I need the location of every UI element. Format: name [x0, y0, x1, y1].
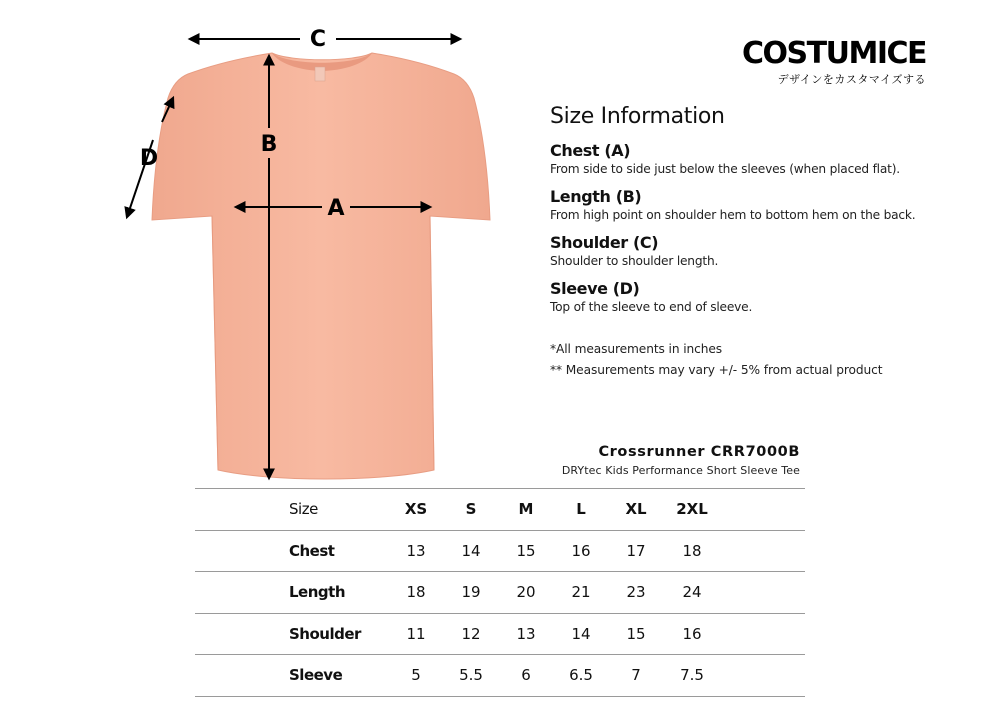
table-cell: 14 [461, 541, 481, 560]
table-cell: 20 [516, 583, 536, 601]
label-c: C [309, 27, 327, 52]
table-cell: 6 [521, 666, 531, 684]
measure-desc: From side to side just below the sleeves (when placed flat). [550, 162, 900, 176]
table-cell: 21 [571, 583, 591, 601]
brand-tagline: デザインをカスタマイズする [777, 73, 926, 86]
table-header-row [195, 488, 805, 530]
product-subtitle: DRYtec Kids Performance Short Sleeve Tee [561, 464, 800, 477]
label-a: A [327, 196, 345, 221]
row-label: Chest [289, 541, 335, 560]
header-size-l: L [576, 500, 586, 518]
table-row-shoulder [195, 613, 805, 655]
header-size-2xl: 2XL [676, 500, 708, 518]
table-cell: 19 [461, 583, 481, 601]
measure-desc: From high point on shoulder hem to bottom hem on the back. [550, 208, 916, 222]
measure-shoulder [550, 233, 990, 269]
row-label: Length [289, 583, 345, 601]
brand-name: COSTUMICE [742, 36, 926, 71]
row-label: Sleeve [289, 666, 343, 684]
table-cell: 12 [461, 624, 481, 643]
measure-name: Chest (A) [550, 141, 631, 160]
measure-desc: Top of the sleeve to end of sleeve. [550, 300, 753, 314]
product-info [562, 443, 800, 479]
note-variance: ** Measurements may vary +/- 5% from actual product [550, 363, 883, 377]
table-cell: 7 [631, 666, 641, 684]
size-information [550, 104, 990, 381]
table-cell: 6.5 [569, 666, 593, 684]
label-b: B [260, 132, 278, 157]
table-cell: 5 [411, 666, 421, 684]
table-cell: 13 [516, 624, 536, 643]
table-row-sleeve [195, 654, 805, 697]
table-cell: 23 [626, 583, 646, 601]
header-size-xs: XS [404, 500, 428, 518]
table-row-length [195, 571, 805, 613]
table-cell: 11 [406, 624, 426, 643]
tshirt-diagram [0, 0, 540, 500]
header-size-label: Size [289, 500, 318, 518]
measurement-notes [550, 339, 990, 381]
tshirt-neck-tag [315, 67, 325, 81]
table-cell: 24 [682, 583, 702, 601]
measure-length [550, 187, 990, 223]
table-cell: 5.5 [459, 666, 483, 684]
measure-name: Sleeve (D) [550, 279, 640, 298]
row-label: Shoulder [289, 624, 361, 643]
header-size-xl: XL [625, 500, 647, 518]
product-name: Crossrunner CRR7000B [598, 444, 800, 460]
measure-name: Length (B) [550, 187, 642, 206]
header-size-m: M [518, 500, 534, 518]
size-chart-table [195, 488, 805, 697]
measure-desc: Shoulder to shoulder length. [550, 254, 719, 268]
tshirt-body [152, 53, 490, 479]
table-cell: 17 [626, 541, 646, 560]
tshirt-illustration [0, 0, 540, 500]
note-units: *All measurements in inches [550, 342, 722, 356]
measure-name: Shoulder (C) [550, 233, 659, 252]
table-row-chest [195, 530, 805, 572]
table-cell: 15 [626, 624, 646, 643]
table-cell: 18 [682, 541, 702, 560]
table-cell: 14 [571, 624, 591, 643]
table-cell: 16 [682, 624, 702, 643]
label-d: D [139, 146, 159, 171]
brand-logo [742, 38, 926, 87]
table-cell: 13 [406, 541, 426, 560]
size-information-title: Size Information [550, 104, 725, 129]
measure-sleeve [550, 279, 990, 315]
table-cell: 15 [516, 541, 536, 560]
table-cell: 16 [571, 541, 591, 560]
header-size-s: S [465, 500, 477, 518]
table-cell: 7.5 [680, 666, 704, 684]
table-cell: 18 [406, 583, 426, 601]
measure-chest [550, 141, 990, 177]
